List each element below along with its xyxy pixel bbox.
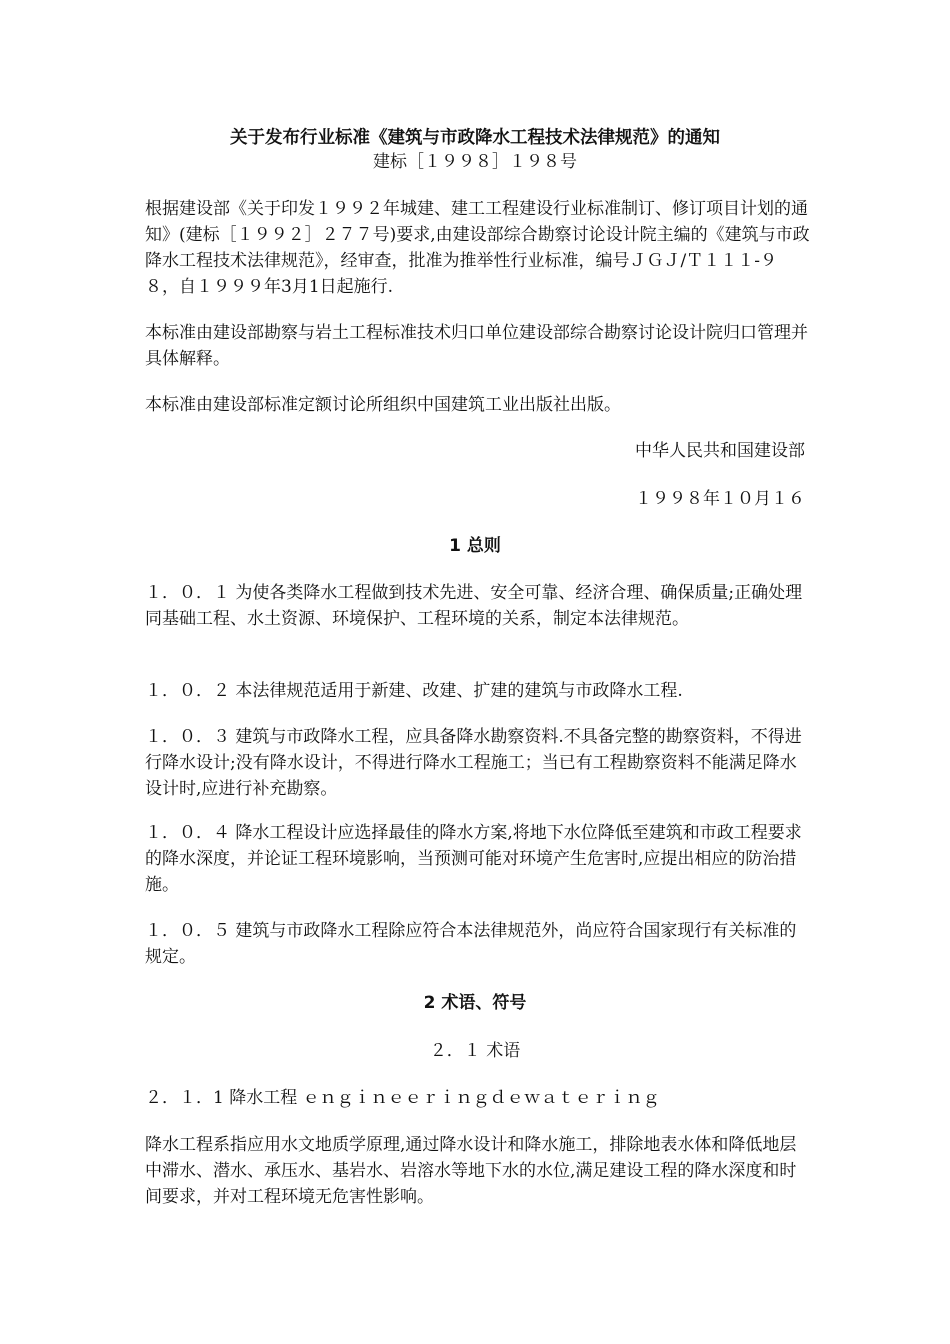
- subsection-2-1-heading: ２．１ 术语: [429, 1041, 521, 1061]
- intro-paragraph-1: 根据建设部《关于印发１９９２年城建、建工工程建设行业标准制订、修订项目计划的通知》(建标［１９９２］２７７号)要求,由建设部综合勘察讨论设计院主编的《建筑与市政降水工程技术法律规范》，经审查，批准为推举性行业标准，编号ＪＧＪ/Ｔ１１１-９８，自１９９９年3月1日起施行.: [145, 199, 810, 297]
- clause-1-0-4: １．０．４ 降水工程设计应选择最佳的降水方案,将地下水位降低至建筑和市政工程要求的降水深度，并论证工程环境影响，当预测可能对环境产生危害时,应提出相应的防治措施。: [145, 823, 802, 895]
- section-2-heading: 2 术语、符号: [423, 993, 527, 1013]
- term-definition: 降水工程系指应用水文地质学原理,通过降水设计和降水施工，排除地表水体和降低地层中滞水、潜水、承压水、基岩水、岩溶水等地下水的水位,满足建设工程的降水深度和时间要求，并对工程环境无危害性影响。: [145, 1135, 797, 1207]
- intro-paragraph-3: 本标准由建设部标准定额讨论所组织中国建筑工业出版社出版。: [145, 395, 621, 415]
- intro-paragraph-2: 本标准由建设部勘察与岩土工程标准技术归口单位建设部综合勘察讨论设计院归口管理并具体解释。: [145, 323, 808, 369]
- clause-1-0-5: １．０．５ 建筑与市政降水工程除应符合本法律规范外，尚应符合国家现行有关标准的规定。: [145, 921, 797, 967]
- clause-1-0-3: １．０．３ 建筑与市政降水工程，应具备降水勘察资料.不具备完整的勘察资料，不得进行降水设计;没有降水设计，不得进行降水工程施工；当已有工程勘察资料不能满足降水设计时,应进行补充勘察。: [145, 727, 802, 799]
- document-title: 关于发布行业标准《建筑与市政降水工程技术法律规范》的通知: [230, 128, 720, 148]
- term-2-1-1: ２．１．1 降水工程 ｅｎｇｉｎｅｅｒｉｎｇｄｅｗａｔｅｒｉｎｇ: [145, 1088, 660, 1108]
- clause-1-0-2: １．０．２ 本法律规范适用于新建、改建、扩建的建筑与市政降水工程.: [145, 681, 683, 701]
- section-1-heading: 1 总则: [449, 536, 501, 556]
- signatory: 中华人民共和国建设部: [635, 441, 805, 461]
- document-number: 建标［１９９８］１９８号: [373, 152, 577, 172]
- issue-date: １９９８年１０月１６: [635, 489, 805, 509]
- clause-1-0-1: １．０．１ 为使各类降水工程做到技术先进、安全可靠、经济合理、确保质量;正确处理同基础工程、水土资源、环境保护、工程环境的关系，制定本法律规范。: [145, 583, 803, 629]
